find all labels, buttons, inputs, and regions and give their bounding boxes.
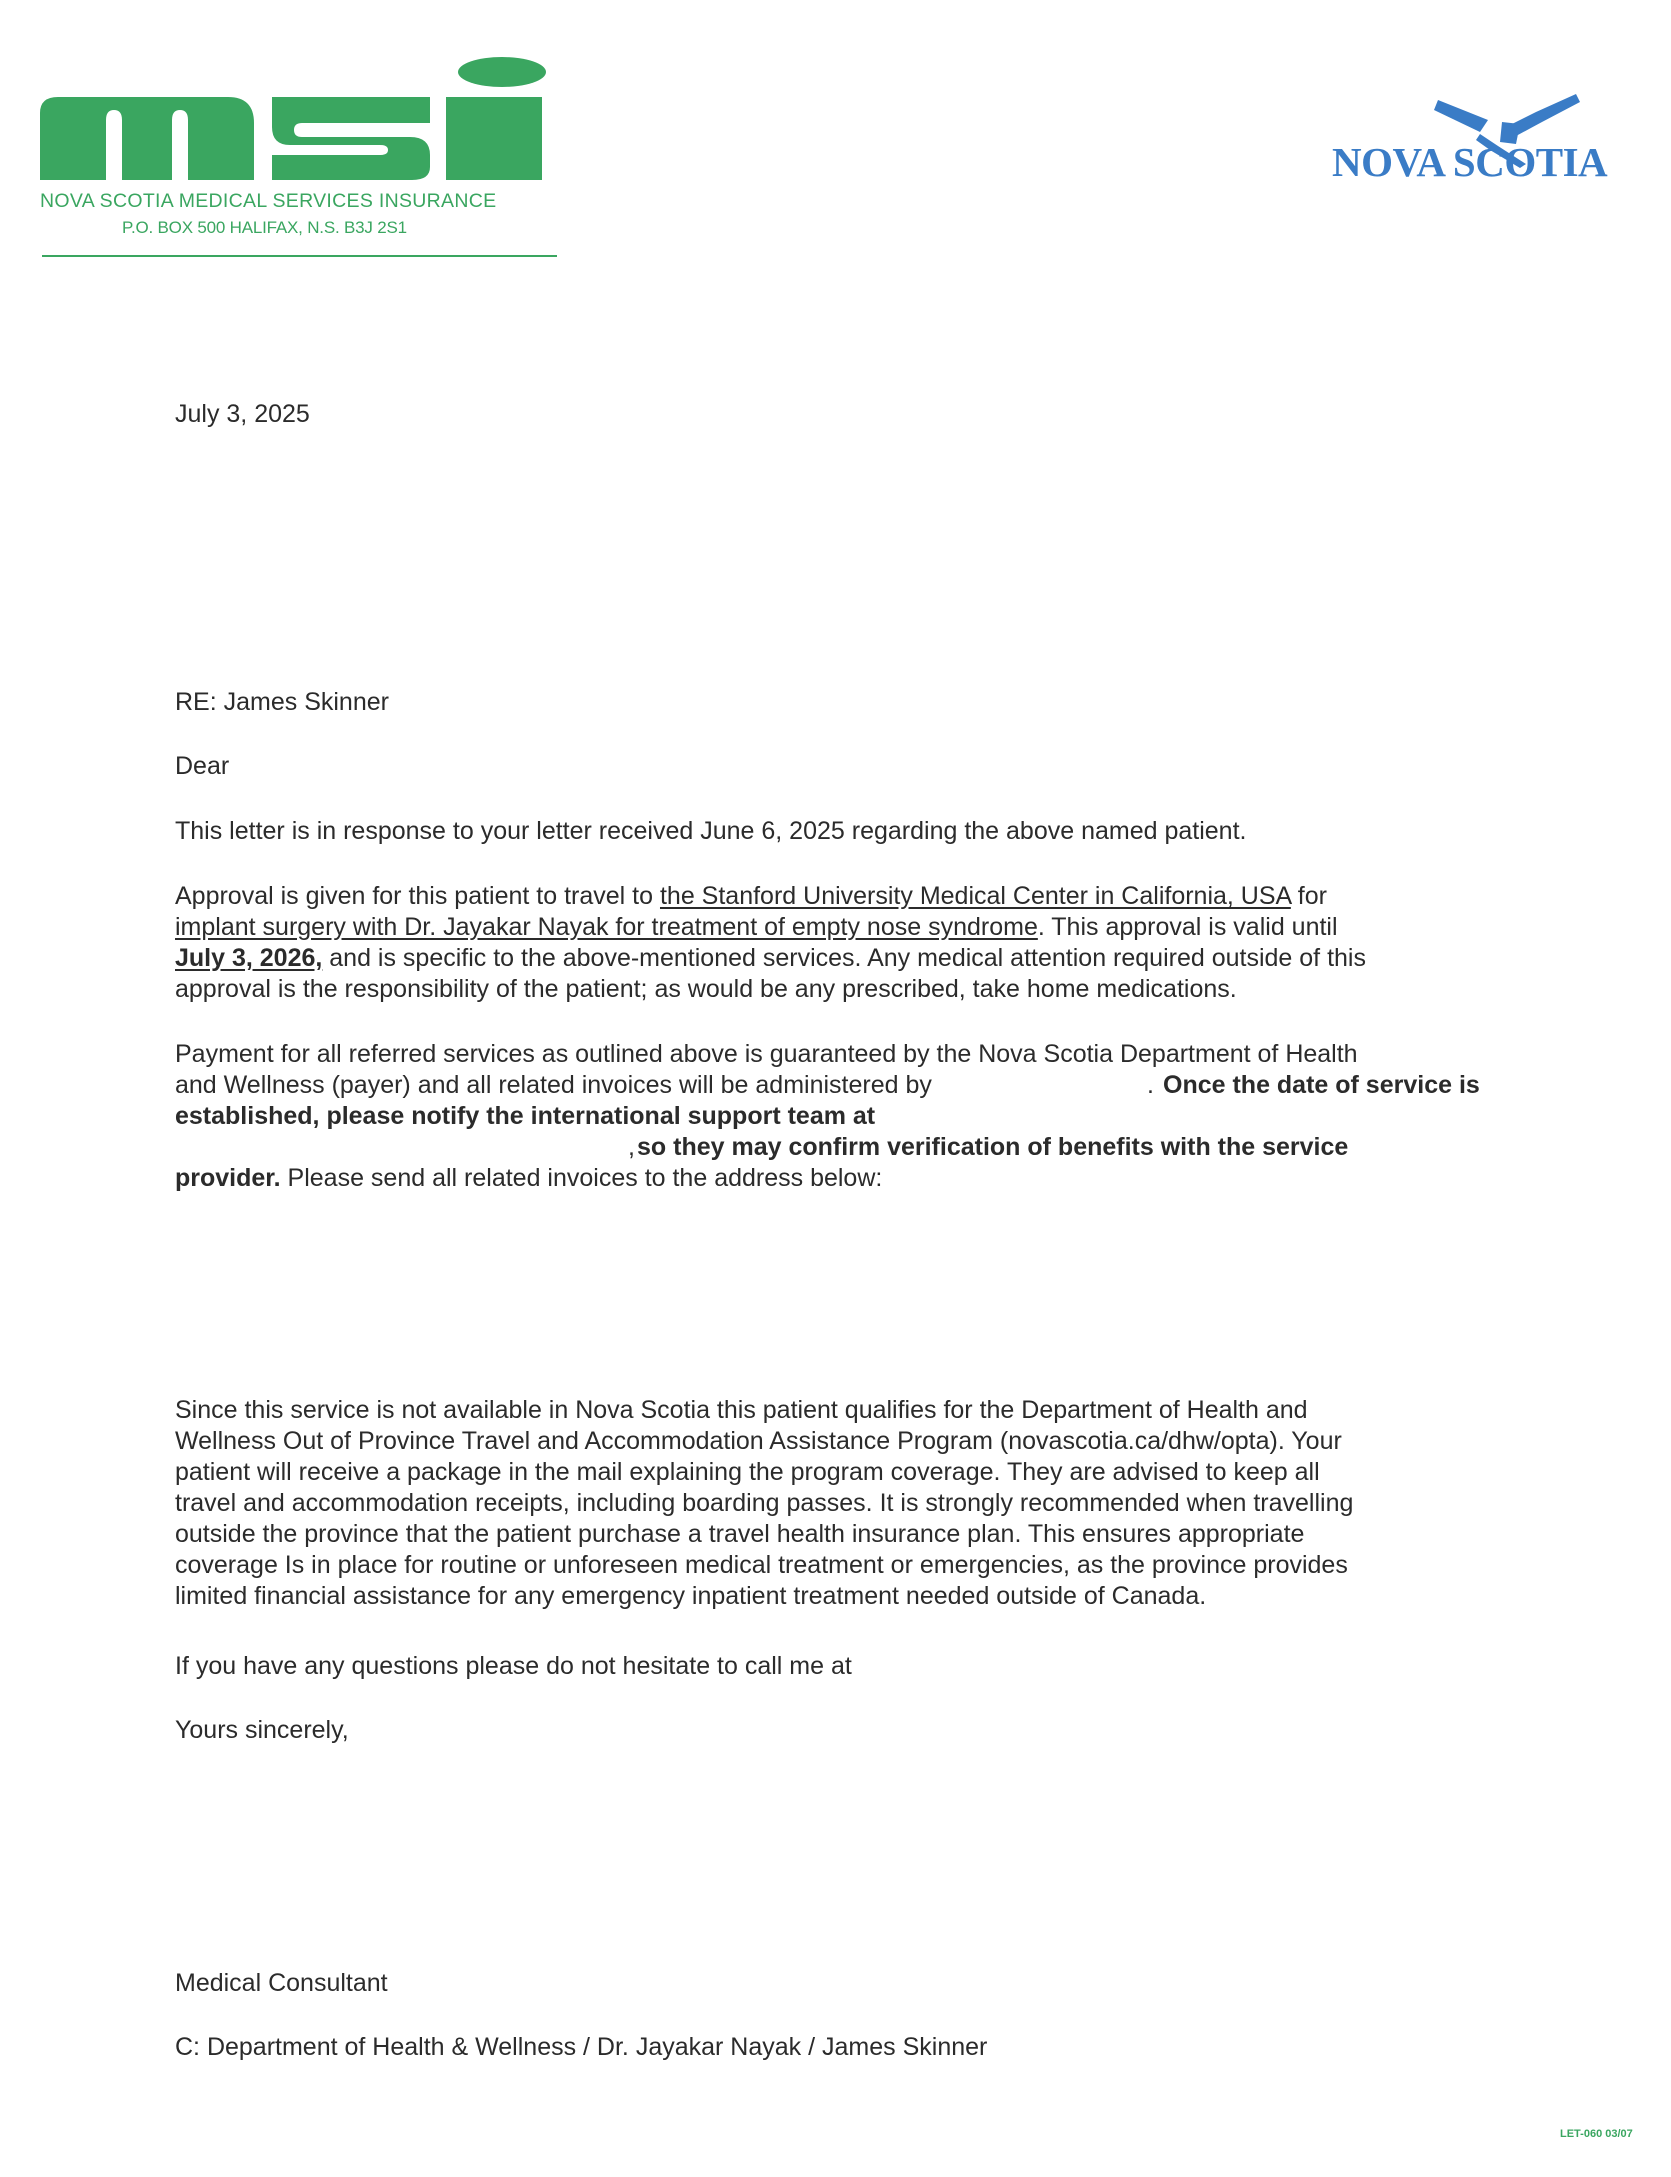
- cc-line: C: Department of Health & Wellness / Dr. Jayakar Nayak / James Skinner: [175, 2033, 988, 2061]
- nova-scotia-wordmark: NOVA SCOTIA: [1332, 139, 1608, 185]
- organization-address: P.O. BOX 500 HALIFAX, N.S. B3J 2S1: [122, 218, 407, 237]
- redacted-contact: ,: [628, 1133, 635, 1161]
- msi-logo: [40, 55, 550, 180]
- letter-date: July 3, 2025: [175, 400, 310, 428]
- organization-name: NOVA SCOTIA MEDICAL SERVICES INSURANCE: [40, 190, 497, 212]
- redacted-administrator: .: [1147, 1071, 1154, 1099]
- paragraph-1: This letter is in response to your letter received June 6, 2025 regarding the above named patient.: [175, 817, 1247, 845]
- expiry-date: July 3, 2026,: [175, 944, 323, 972]
- facility-underlined: the Stanford University Medical Center in California, USA: [659, 882, 1291, 910]
- procedure-underlined: implant surgery with Dr. Jayakar Nayak for treatment of empty nose syndrome: [175, 913, 1038, 941]
- closing: Yours sincerely,: [175, 1716, 349, 1744]
- signer-title: Medical Consultant: [175, 1969, 388, 1997]
- paragraph-5: If you have any questions please do not hesitate to call me at: [175, 1652, 852, 1680]
- form-code: LET-060 03/07: [1560, 2128, 1633, 2140]
- salutation: Dear: [175, 752, 230, 780]
- letterhead-divider: [42, 255, 557, 257]
- re-line: RE: James Skinner: [175, 688, 389, 716]
